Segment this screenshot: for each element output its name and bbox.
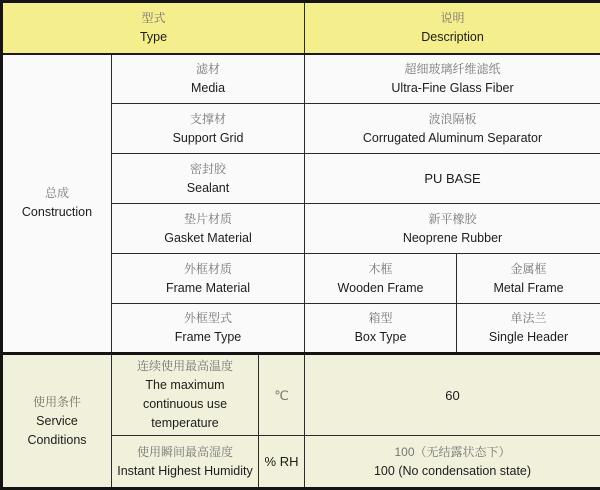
max-temperature-label-en: The maximum continuous use temperature xyxy=(117,376,253,433)
service-conditions-group-cell xyxy=(2,354,112,489)
max-humidity-value-cell xyxy=(305,436,600,489)
max-temperature-unit: ℃ xyxy=(264,387,299,404)
media-value-cell xyxy=(305,54,600,104)
gasket-value-cell xyxy=(305,204,600,254)
max-humidity-label-cell xyxy=(112,436,259,489)
header-description-cell xyxy=(305,2,600,54)
row-media xyxy=(2,54,600,104)
frame-material-label-cell xyxy=(112,254,305,304)
frame-material-option2-cell xyxy=(457,254,600,304)
max-humidity-value-en: 100 (No condensation state) xyxy=(310,462,595,481)
support-grid-label-en: Support Grid xyxy=(117,129,299,148)
media-value-zh: 超细玻璃纤维滤纸 xyxy=(310,60,595,79)
max-temperature-value: 60 xyxy=(310,387,595,404)
max-temperature-unit-cell xyxy=(259,354,305,436)
media-label-zh: 滤材 xyxy=(117,60,299,79)
row-max-temperature xyxy=(2,354,600,436)
max-humidity-label-en: Instant Highest Humidity xyxy=(117,462,253,481)
frame-material-option1-zh: 木框 xyxy=(310,260,451,279)
sealant-label-zh: 密封胶 xyxy=(117,160,299,179)
header-row xyxy=(2,2,600,54)
service-conditions-label-zh: 使用条件 xyxy=(8,393,106,412)
frame-material-label-en: Frame Material xyxy=(117,279,299,298)
frame-material-option1-cell xyxy=(305,254,457,304)
frame-material-option2-zh: 金属框 xyxy=(462,260,595,279)
header-type-zh: 型式 xyxy=(8,9,299,28)
support-grid-value-cell xyxy=(305,104,600,154)
support-grid-label-cell xyxy=(112,104,305,154)
gasket-value-en: Neoprene Rubber xyxy=(310,229,595,248)
frame-material-label-zh: 外框材质 xyxy=(117,260,299,279)
max-humidity-label-zh: 使用瞬间最高湿度 xyxy=(117,443,253,462)
media-label-cell xyxy=(112,54,305,104)
max-humidity-unit-cell xyxy=(259,436,305,489)
support-grid-value-en: Corrugated Aluminum Separator xyxy=(310,129,595,148)
frame-type-label-en: Frame Type xyxy=(117,328,299,347)
sealant-value: PU BASE xyxy=(310,170,595,187)
frame-type-option2-en: Single Header xyxy=(462,328,595,347)
construction-label-zh: 总成 xyxy=(8,184,106,203)
max-temperature-label-cell xyxy=(112,354,259,436)
support-grid-label-zh: 支撑材 xyxy=(117,110,299,129)
sealant-label-en: Sealant xyxy=(117,179,299,198)
frame-type-option2-cell xyxy=(457,304,600,354)
frame-type-option1-zh: 箱型 xyxy=(310,309,451,328)
max-humidity-value-zh: 100（无结露状态下） xyxy=(310,443,595,462)
max-temperature-label-zh: 连续使用最高温度 xyxy=(117,357,253,376)
header-type-cell xyxy=(2,2,305,54)
frame-type-option1-cell xyxy=(305,304,457,354)
max-temperature-value-cell xyxy=(305,354,600,436)
frame-type-label-zh: 外框型式 xyxy=(117,309,299,328)
sealant-label-cell xyxy=(112,154,305,204)
media-label-en: Media xyxy=(117,79,299,98)
frame-material-option2-en: Metal Frame xyxy=(462,279,595,298)
construction-label-en: Construction xyxy=(8,203,106,222)
gasket-label-cell xyxy=(112,204,305,254)
max-humidity-unit: % RH xyxy=(264,453,299,470)
gasket-label-en: Gasket Material xyxy=(117,229,299,248)
service-conditions-label-en: Service Conditions xyxy=(8,412,106,450)
frame-type-option1-en: Box Type xyxy=(310,328,451,347)
gasket-value-zh: 新平橡胶 xyxy=(310,210,595,229)
construction-group-cell xyxy=(2,54,112,354)
frame-type-label-cell xyxy=(112,304,305,354)
gasket-label-zh: 垫片材质 xyxy=(117,210,299,229)
header-description-zh: 说明 xyxy=(310,9,595,28)
frame-material-option1-en: Wooden Frame xyxy=(310,279,451,298)
header-description-en: Description xyxy=(310,28,595,47)
support-grid-value-zh: 波浪隔板 xyxy=(310,110,595,129)
sealant-value-cell xyxy=(305,154,600,204)
header-type-en: Type xyxy=(8,28,299,47)
frame-type-option2-zh: 单法兰 xyxy=(462,309,595,328)
media-value-en: Ultra-Fine Glass Fiber xyxy=(310,79,595,98)
